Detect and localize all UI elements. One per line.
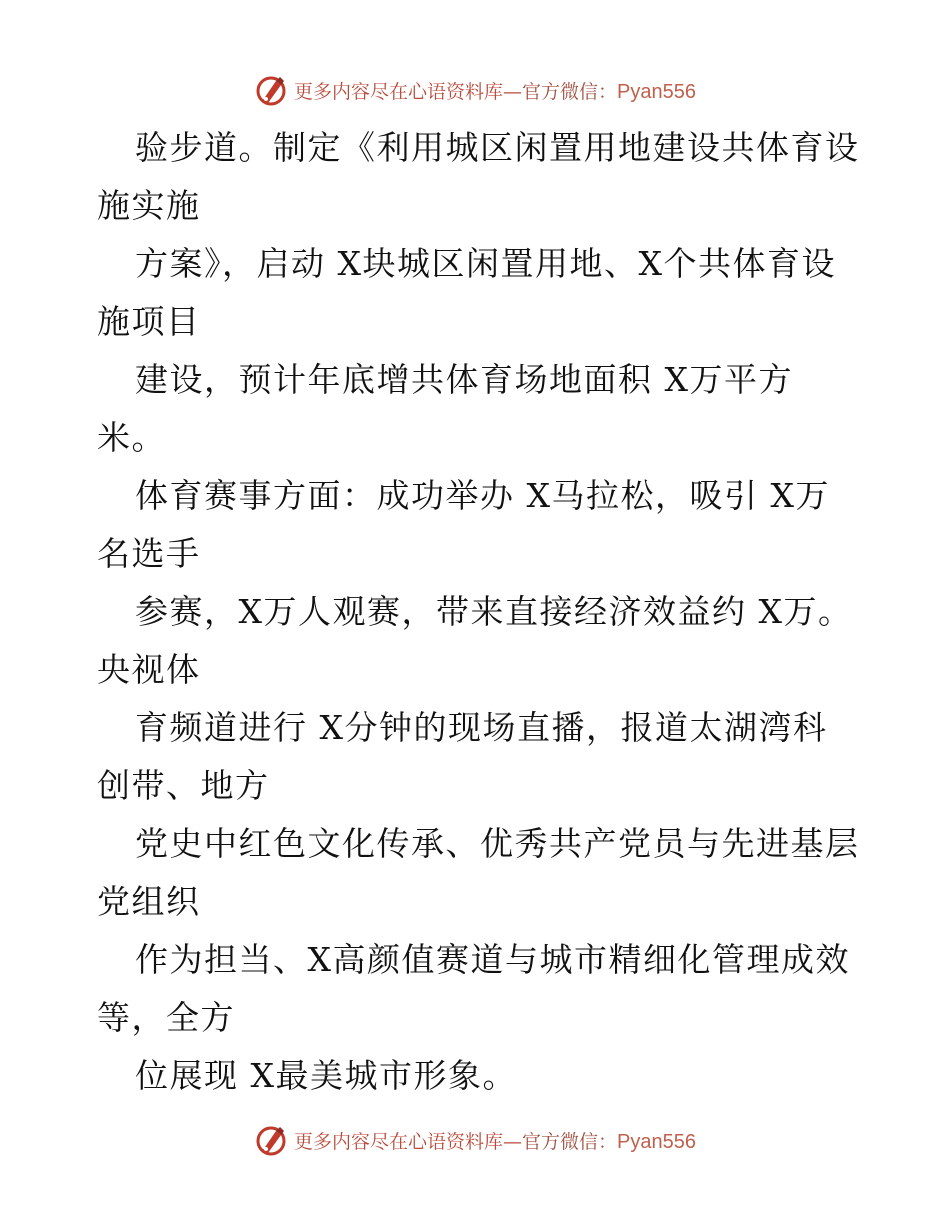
watermark-text: 更多内容尽在心语资料库—官方微信：Pyan556	[294, 1130, 696, 1153]
text-line: 施实施	[97, 186, 201, 225]
text-line: 米。	[97, 418, 166, 457]
text-line: 党史中红色文化传承、优秀共产党员与先进基层	[135, 824, 860, 863]
text-line: 党组织	[97, 882, 201, 921]
watermark-text: 更多内容尽在心语资料库—官方微信：Pyan556	[294, 80, 696, 103]
text-line: 名选手	[97, 534, 201, 573]
text-line: 体育赛事方面：成功举办 X马拉松，吸引 X万	[135, 476, 830, 515]
text-line: 创带、地方	[97, 766, 270, 805]
text-line: 建设，预计年底增共体育场地面积 X万平方	[135, 360, 793, 399]
text-line: 参赛，X万人观赛，带来直接经济效益约 X万。	[135, 592, 853, 631]
pen-logo-icon	[254, 73, 288, 107]
text-line: 施项目	[97, 302, 201, 341]
text-line: 方案》，启动 X块城区闲置用地、X个共体育设	[135, 244, 836, 283]
text-line: 位展现 X最美城市形象。	[135, 1056, 517, 1095]
text-line: 等，全方	[97, 998, 235, 1037]
text-line: 作为担当、X高颜值赛道与城市精细化管理成效	[135, 940, 850, 979]
footer-watermark	[0, 1122, 950, 1158]
text-line: 育频道进行 X分钟的现场直播，报道太湖湾科	[135, 708, 828, 747]
text-line: 验步道。制定《利用城区闲置用地建设共体育设	[135, 128, 860, 167]
pen-logo-icon	[254, 1123, 288, 1157]
header-watermark	[0, 72, 950, 108]
text-line: 央视体	[97, 650, 201, 689]
